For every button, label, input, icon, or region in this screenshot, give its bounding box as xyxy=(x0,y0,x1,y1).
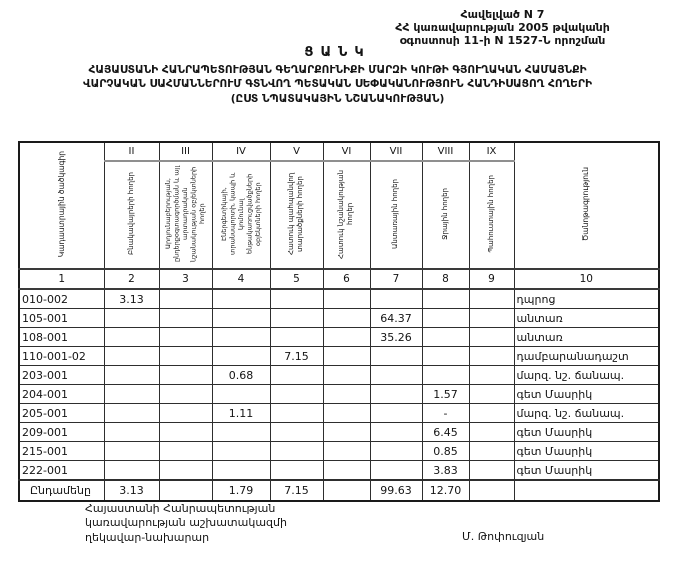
table-row xyxy=(19,423,659,442)
cadastral-code-cell: 205-001 xyxy=(19,404,104,423)
note-cell: անտառ xyxy=(514,328,659,347)
header-water-lands xyxy=(422,161,469,269)
header-special-purpose-lands xyxy=(323,161,370,269)
area-value-cell xyxy=(323,423,370,442)
header-water-lands-label: Ջրային հողեր xyxy=(440,187,449,240)
area-value-cell xyxy=(270,404,323,423)
note-cell: գետ Մասրիկ xyxy=(514,461,659,481)
header-forest-lands-label: Անտառային հողեր xyxy=(391,178,400,249)
col-number-7: 7 xyxy=(370,269,422,289)
col-number-9: 9 xyxy=(469,269,514,289)
area-value-cell xyxy=(469,442,514,461)
signatory-name: Մ. Թոփուզյան xyxy=(462,530,545,543)
area-value-cell: 6.45 xyxy=(422,423,469,442)
area-value-cell xyxy=(159,423,212,442)
col-number-3: 3 xyxy=(159,269,212,289)
table-row xyxy=(19,366,659,385)
area-value-cell xyxy=(270,289,323,309)
appendix-line-3: օգոստոսի 11-ի N 1527-Ն որոշման xyxy=(399,34,606,48)
header-forest-lands xyxy=(370,161,422,269)
col-number-8: 8 xyxy=(422,269,469,289)
total-protected: 7.15 xyxy=(270,480,323,501)
area-value-cell xyxy=(104,404,159,423)
area-value-cell xyxy=(159,461,212,481)
area-value-cell xyxy=(422,347,469,366)
col-number-5: 5 xyxy=(270,269,323,289)
note-cell: գետ Մասրիկ xyxy=(514,423,659,442)
column-number-row xyxy=(19,269,659,289)
area-value-cell: 35.26 xyxy=(370,328,422,347)
total-water: 12.70 xyxy=(422,480,469,501)
area-value-cell xyxy=(469,328,514,347)
cadastral-code-cell: 204-001 xyxy=(19,385,104,404)
area-value-cell xyxy=(104,347,159,366)
area-value-cell xyxy=(270,461,323,481)
header-remark-label: Ծանոթագրություն xyxy=(581,166,591,242)
area-value-cell xyxy=(212,442,270,461)
roman-header-VII: VII xyxy=(370,142,422,161)
header-cadastral-code-label: Կադաստրային ծածկագիր xyxy=(56,150,66,258)
table-row xyxy=(19,404,659,423)
cadastral-code-cell: 215-001 xyxy=(19,442,104,461)
cadastral-code-cell: 110-001-02 xyxy=(19,347,104,366)
header-energy-transport-lands xyxy=(212,161,270,269)
area-value-cell: - xyxy=(422,404,469,423)
col-number-1: 1 xyxy=(19,269,104,289)
area-value-cell xyxy=(469,404,514,423)
area-value-cell: 64.37 xyxy=(370,309,422,328)
total-reserve xyxy=(469,480,514,501)
cadastral-code-cell: 108-001 xyxy=(19,328,104,347)
roman-header-IX: IX xyxy=(469,142,514,161)
area-value-cell xyxy=(212,289,270,309)
col-number-2: 2 xyxy=(104,269,159,289)
document-subtitle xyxy=(0,63,675,106)
area-value-cell xyxy=(159,328,212,347)
area-value-cell xyxy=(323,347,370,366)
area-value-cell xyxy=(323,385,370,404)
area-value-cell xyxy=(159,347,212,366)
area-value-cell xyxy=(469,366,514,385)
area-value-cell xyxy=(323,461,370,481)
table-body xyxy=(19,289,659,480)
area-value-cell xyxy=(159,289,212,309)
area-value-cell xyxy=(370,442,422,461)
area-value-cell: 3.83 xyxy=(422,461,469,481)
total-settlement: 3.13 xyxy=(104,480,159,501)
header-protected-areas-lands xyxy=(270,161,323,269)
header-reserve-lands-label: Պահուստային հողեր xyxy=(486,174,495,253)
area-value-cell xyxy=(159,404,212,423)
area-value-cell xyxy=(212,385,270,404)
cadastral-code-cell: 010-002 xyxy=(19,289,104,309)
appendix-line-2: ՀՀ կառավարության 2005 թվականի xyxy=(395,21,610,35)
area-value-cell xyxy=(212,347,270,366)
area-value-cell: 7.15 xyxy=(270,347,323,366)
note-cell: գետ Մասրիկ xyxy=(514,442,659,461)
cadastral-code-cell: 209-001 xyxy=(19,423,104,442)
table-row xyxy=(19,385,659,404)
area-value-cell xyxy=(370,289,422,309)
col-number-10: 10 xyxy=(514,269,659,289)
appendix-line-1: Հավելված N 7 xyxy=(460,8,545,21)
area-value-cell xyxy=(469,461,514,481)
note-cell: դամբարանադաշտ xyxy=(514,347,659,366)
area-value-cell xyxy=(159,366,212,385)
note-cell: մարզ. նշ. ճանապ. xyxy=(514,404,659,423)
col-number-4: 4 xyxy=(212,269,270,289)
area-value-cell xyxy=(323,309,370,328)
area-value-cell xyxy=(422,366,469,385)
area-value-cell: 0.85 xyxy=(422,442,469,461)
area-value-cell xyxy=(270,442,323,461)
area-value-cell xyxy=(159,442,212,461)
area-value-cell xyxy=(270,309,323,328)
area-value-cell: 3.13 xyxy=(104,289,159,309)
signatory-title-block xyxy=(85,502,287,545)
area-value-cell xyxy=(212,309,270,328)
area-value-cell xyxy=(370,423,422,442)
note-cell: անտառ xyxy=(514,309,659,328)
total-forest: 99.63 xyxy=(370,480,422,501)
area-value-cell xyxy=(422,309,469,328)
area-value-cell xyxy=(370,385,422,404)
note-cell: մարզ. նշ. ճանապ. xyxy=(514,366,659,385)
signatory-line-2: կառավարության աշխատակազմի xyxy=(85,516,287,530)
area-value-cell xyxy=(270,423,323,442)
signatory-line-3: ղեկավար-նախարար xyxy=(85,530,210,544)
appendix-reference xyxy=(335,8,670,48)
area-value-cell xyxy=(104,423,159,442)
table-row xyxy=(19,461,659,481)
area-value-cell xyxy=(422,328,469,347)
area-value-cell xyxy=(212,461,270,481)
area-value-cell xyxy=(104,309,159,328)
area-value-cell xyxy=(104,366,159,385)
area-value-cell: 0.68 xyxy=(212,366,270,385)
area-value-cell xyxy=(212,423,270,442)
area-value-cell xyxy=(323,404,370,423)
table-row xyxy=(19,347,659,366)
header-industrial-lands xyxy=(159,161,212,269)
area-value-cell xyxy=(104,461,159,481)
header-reserve-lands xyxy=(469,161,514,269)
total-label: Ընդամենը xyxy=(19,480,104,501)
area-value-cell xyxy=(469,309,514,328)
header-special-purpose-lands-label: Հատուկ նշանակության հողեր xyxy=(337,168,355,259)
subtitle-line-1: ՀԱՅԱՍՏԱՆԻ ՀԱՆՐԱՊԵՏՈՒԹՅԱՆ ԳԵՂԱՐՔՈՒՆԻՔԻ ՄԱՐԶԻ ԿՈՒԹԻ ԳՅՈՒՂԱԿԱՆ ՀԱՄԱՅՆՔԻ xyxy=(88,64,587,76)
roman-header-II: II xyxy=(104,142,159,161)
land-parcels-table xyxy=(18,141,660,502)
area-value-cell xyxy=(270,385,323,404)
table-row xyxy=(19,309,659,328)
roman-header-VI: VI xyxy=(323,142,370,161)
area-value-cell xyxy=(212,328,270,347)
page-title: ՑԱՆԿ xyxy=(304,45,371,60)
signatory-line-1: Հայաստանի Հանրապետության xyxy=(85,502,276,515)
note-cell: դպրոց xyxy=(514,289,659,309)
area-value-cell xyxy=(159,309,212,328)
area-value-cell xyxy=(104,328,159,347)
roman-header-V: V xyxy=(270,142,323,161)
area-value-cell: 1.11 xyxy=(212,404,270,423)
header-energy-transport-lands-label: Էներգետիկայի, տրանսպորտի, կապի և կոմունալ ենթակառուցվածքների օբյեկտների հողեր xyxy=(219,172,262,255)
cadastral-code-cell: 222-001 xyxy=(19,461,104,481)
area-value-cell xyxy=(323,289,370,309)
area-value-cell xyxy=(469,385,514,404)
roman-header-VIII: VIII xyxy=(422,142,469,161)
header-cadastral-code xyxy=(19,142,104,269)
area-value-cell xyxy=(270,328,323,347)
table-row xyxy=(19,289,659,309)
roman-header-III: III xyxy=(159,142,212,161)
area-value-cell xyxy=(159,385,212,404)
area-value-cell xyxy=(104,442,159,461)
area-value-cell xyxy=(370,347,422,366)
area-value-cell xyxy=(323,366,370,385)
area-value-cell xyxy=(270,366,323,385)
area-value-cell xyxy=(370,366,422,385)
total-special xyxy=(323,480,370,501)
table-row xyxy=(19,328,659,347)
area-value-cell xyxy=(469,289,514,309)
table-row xyxy=(19,442,659,461)
roman-header-IV: IV xyxy=(212,142,270,161)
area-value-cell xyxy=(323,442,370,461)
header-industrial-lands-label: Արդյունաբերության, ընդերքօգտագործման և այլ արտադրական նշանակության օբյեկտների հողեր xyxy=(164,165,207,262)
subtitle-line-3: (ԸՍՏ ՆՊԱՏԱԿԱՅԻՆ ՆՇԱՆԱԿՈՒԹՅԱՆ) xyxy=(230,92,445,105)
area-value-cell xyxy=(323,328,370,347)
area-value-cell xyxy=(370,404,422,423)
total-row xyxy=(19,480,659,501)
header-settlement-lands xyxy=(104,161,159,269)
cadastral-code-cell: 203-001 xyxy=(19,366,104,385)
total-industrial xyxy=(159,480,212,501)
header-remark xyxy=(514,142,659,269)
area-value-cell xyxy=(469,347,514,366)
col-number-6: 6 xyxy=(323,269,370,289)
subtitle-line-2: ՎԱՐՉԱԿԱՆ ՍԱՀՄԱՆՆԵՐՈՒՄ ԳՏՆՎՈՂ ՊԵՏԱԿԱՆ ՍԵՓԱԿԱՆՈՒԹՅՈՒՆ ՀԱՆԴԻՍԱՑՈՂ ՀՈՂԵՐԻ xyxy=(83,78,592,91)
total-energy-transport: 1.79 xyxy=(212,480,270,501)
total-note xyxy=(514,480,659,501)
area-value-cell xyxy=(422,289,469,309)
note-cell: գետ Մասրիկ xyxy=(514,385,659,404)
area-value-cell xyxy=(370,461,422,481)
roman-numeral-header-row xyxy=(19,142,659,161)
area-value-cell xyxy=(104,385,159,404)
header-settlement-lands-label: Բնակավայրերի հողեր xyxy=(126,172,135,255)
area-value-cell: 1.57 xyxy=(422,385,469,404)
area-value-cell xyxy=(469,423,514,442)
header-protected-areas-lands-label: Հատուկ պահպանվող տարածքների հողեր xyxy=(287,172,305,255)
cadastral-code-cell: 105-001 xyxy=(19,309,104,328)
